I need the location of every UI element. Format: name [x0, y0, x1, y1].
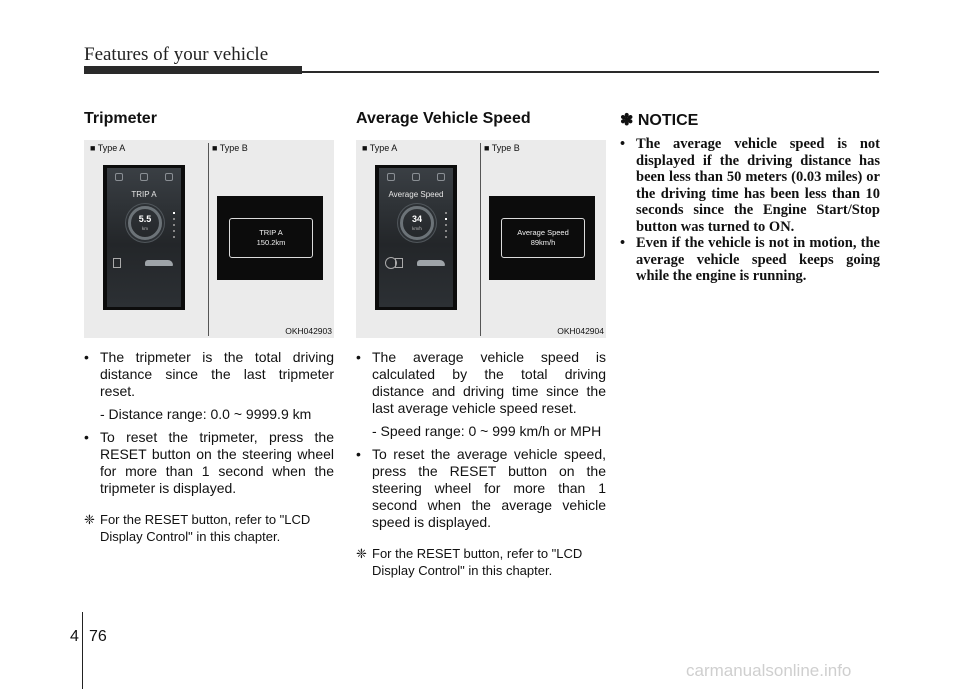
- notice-section: [620, 110, 880, 285]
- fuel-icon: [140, 173, 148, 181]
- cluster-value: 5.5: [138, 214, 152, 224]
- cluster-trip-title: TRIP A: [131, 190, 157, 199]
- type-b-display: [489, 196, 595, 280]
- type-b-label: ■ Type B: [212, 143, 248, 153]
- fuel-gauge-icon: [395, 258, 403, 268]
- chapter-number: 4: [70, 628, 79, 645]
- notice-item: • Even if the vehicle is not in motion, the average vehicle speed keeps going while the engine is running.: [620, 235, 880, 284]
- figure-divider: [480, 143, 481, 336]
- figure-code: OKH042903: [285, 326, 332, 336]
- reference-note: ❈ For the RESET button, refer to "LCD Display Control" in this chapter.: [356, 546, 583, 578]
- list-item: • To reset the average vehicle speed, press the RESET button on the steering wheel for more than 1 second when the average vehicle speed is displayed.: [356, 446, 606, 530]
- car-info-icon: [437, 173, 445, 181]
- page-number: 76: [89, 628, 107, 645]
- type-a-cluster-display: [103, 165, 185, 310]
- tripmeter-section: [84, 110, 334, 545]
- tripmeter-title: Tripmeter: [84, 110, 157, 127]
- list-item: • The average vehicle speed is calculated by the total driving distance and driving time since the last average vehicle speed reset.: [356, 349, 606, 416]
- type-a-label: ■ Type A: [362, 143, 398, 153]
- notice-item: • The average vehicle speed is not displayed if the driving distance has been less than 50 meters (0.03 miles) or the driving time has been less than 10 seconds since the Engine Start/Stop button was turned to ON.: [620, 136, 880, 235]
- figure-code: OKH042904: [557, 326, 604, 336]
- warning-icon: [387, 173, 395, 181]
- watermark-text: carmanualsonline.info: [686, 661, 852, 680]
- cluster-value: 34: [411, 214, 422, 224]
- cluster-unit: km: [142, 226, 148, 231]
- notice-title: ✽ NOTICE: [620, 112, 699, 129]
- type-a-label: ■ Type A: [90, 143, 126, 153]
- page-indicator-dots: [173, 212, 175, 242]
- reference-note: ❈ For the RESET button, refer to "LCD Display Control" in this chapter.: [84, 512, 311, 544]
- warning-icon: [115, 173, 123, 181]
- tripmeter-figure: [84, 140, 334, 338]
- tripmeter-body: [84, 349, 334, 545]
- fuel-gauge-icon: [113, 258, 121, 268]
- cluster-gauge: [128, 206, 162, 240]
- header-rule-thin: [84, 71, 879, 73]
- figure-divider: [208, 143, 209, 336]
- car-info-icon: [165, 173, 173, 181]
- header-title: Features of your vehicle: [84, 44, 269, 65]
- fuel-icon: [412, 173, 420, 181]
- average-speed-title: Average Vehicle Speed: [356, 110, 531, 127]
- cluster-gauge: [400, 206, 434, 240]
- page-divider: [82, 612, 83, 689]
- page-indicator-dots: [445, 212, 447, 242]
- typeb-line2: 150.2km: [256, 238, 286, 247]
- typeb-line1: Average Speed: [517, 228, 569, 237]
- distance-range: - Distance range: 0.0 ~ 9999.9 km: [100, 406, 312, 422]
- average-speed-figure: [356, 140, 606, 338]
- typeb-line2: 89km/h: [530, 238, 556, 247]
- cluster-avg-title: Average Speed: [388, 190, 444, 199]
- type-b-label: ■ Type B: [484, 143, 520, 153]
- average-speed-body: [356, 349, 606, 579]
- speed-range: - Speed range: 0 ~ 999 km/h or MPH: [372, 423, 602, 439]
- typeb-line1: TRIP A: [259, 228, 283, 237]
- type-a-cluster-display: [375, 165, 457, 310]
- list-item: • To reset the tripmeter, press the RESET button on the steering wheel for more than 1 second when the tripmeter is displayed.: [84, 429, 334, 496]
- list-item: • The tripmeter is the total driving distance since the last tripmeter reset.: [84, 349, 334, 399]
- car-icon: [145, 260, 173, 266]
- average-speed-section: [356, 110, 606, 579]
- cluster-unit: km/h: [412, 226, 422, 231]
- car-icon: [417, 260, 445, 266]
- type-b-display: [217, 196, 323, 280]
